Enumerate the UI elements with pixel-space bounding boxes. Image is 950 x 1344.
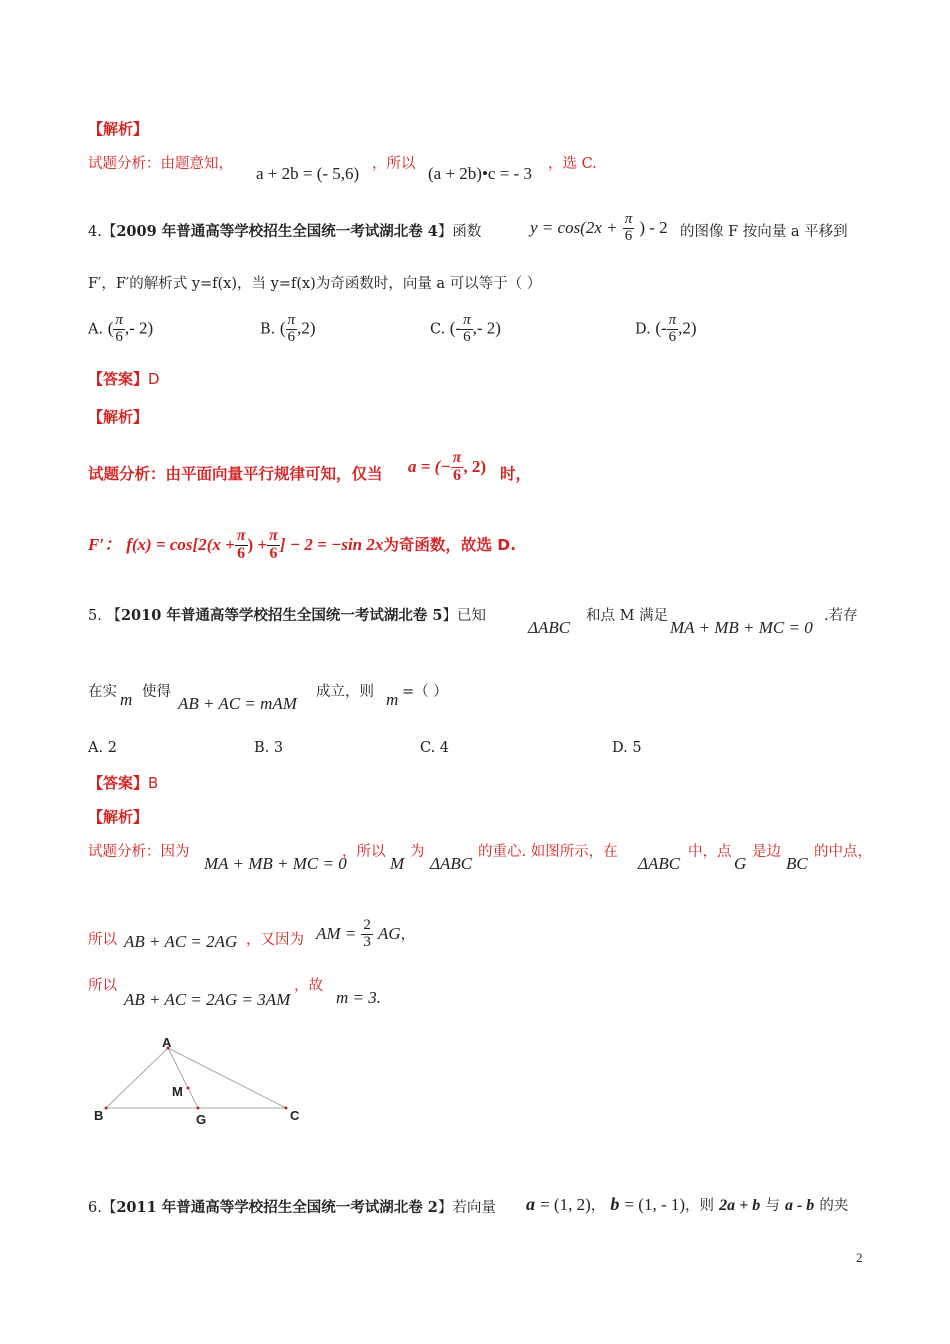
q5-shide: 使得 [142, 684, 171, 700]
q5-s2: 所以 [88, 932, 117, 948]
q5-source: 2010 年普通高等学校招生全国统一考试湖北卷 5 [120, 607, 443, 624]
q5-s1-tri: ΔABC [430, 854, 473, 873]
q6-vector-a: a [526, 1194, 535, 1214]
q4-option-a: A. ( $\frac{\pi}{6}$ ,- 2) [88, 312, 154, 345]
q4-analysis1-end: 时， [500, 465, 532, 483]
q5-line1: 5. 【2010 年普通高等学校招生全国统一考试湖北卷 5】已知 [88, 607, 486, 624]
q4-prefix: 4.【 [88, 224, 117, 240]
label-jiexi-prev: 【解析】 [88, 120, 149, 138]
q5-triangle: ΔABC [528, 618, 571, 637]
q5-label-jiexi: 【解析】 [88, 808, 149, 826]
q5-s3-b: ，故 [294, 978, 323, 994]
q4-a-vector: a = (− $\frac{\pi}{6}$ , 2) [408, 449, 487, 484]
q6-source: 2011 年普通高等学校招生全国统一考试湖北卷 2 [116, 1199, 438, 1216]
q5-and-m: 和点 M 满足 [586, 608, 669, 624]
q5-s1-h: 的中点， [814, 844, 872, 860]
q5-s1: 试题分析：因为 [88, 844, 190, 860]
q5-option-d: D. 5 [612, 740, 642, 756]
q5-s1-e: 中，点 [688, 844, 732, 860]
q4-after: 的图像 F 按向量 a 平移到 [680, 224, 848, 240]
q5-ask: =（ ） [402, 684, 448, 700]
q4-option-c: C. (- $\frac{\pi}{6}$ ,- 2) [430, 312, 501, 345]
label-c: C [290, 1108, 300, 1123]
q5-s1-b: ，所以 [342, 844, 386, 860]
q5-s2-formula: AB + AC = 2AG [124, 932, 238, 951]
q4-analysis1: 试题分析：由平面向量平行规律可知，仅当 [88, 465, 383, 483]
point-b [105, 1107, 108, 1110]
q5-s1-g: G [734, 854, 747, 873]
q6-vectors: a = (1, 2)， b = (1, - 1)，则 2a + b 与 a - b 的夹 [526, 1194, 849, 1214]
analysis-prev-mid: ，所以 [372, 156, 416, 172]
q5-s3-formula: AB + AC = 2AG = 3AM [124, 990, 291, 1009]
formula-a-plus-2b: a + 2b = (- 5,6) [256, 164, 360, 183]
q5-s1-c: 为 [410, 844, 425, 860]
q4-option-d: D. (- $\frac{\pi}{6}$ ,2) [635, 312, 697, 345]
point-m [187, 1087, 190, 1090]
median-ag [168, 1048, 198, 1108]
q5-s3-m: m = 3. [336, 988, 381, 1007]
analysis-prev-prefix: 试题分析：由题意知， [88, 156, 233, 172]
q5-m1: m [120, 690, 133, 709]
q5-answer: 【答案】B [88, 774, 159, 792]
q5-s2-am: AM = $\frac{2}{3}$ AG， [316, 917, 416, 950]
triangle-figure [88, 1032, 328, 1132]
label-a: A [162, 1035, 172, 1050]
q4-line2: F′，F′的解析式 y=f(x)，当 y=f(x)为奇函数时，向量 a 可以等于（ ） [88, 276, 542, 292]
q5-answer-value: B [148, 774, 159, 792]
q5-condition: MA + MB + MC = 0 [670, 618, 813, 637]
q5-option-b: B. 3 [254, 740, 284, 756]
q4-func-end: ) - 2 [639, 217, 668, 237]
edge-ac [168, 1048, 286, 1108]
q5-s1-bc: BC [786, 854, 808, 873]
formula-dot-c: (a + 2b)•c = - 3 [428, 164, 532, 183]
page-number: 2 [856, 1250, 863, 1265]
q4-option-b: B. ( $\frac{\pi}{6}$ ,2) [260, 312, 316, 345]
q4-source: 2009 年普通高等学校招生全国统一考试湖北卷 4 [116, 223, 438, 240]
label-b: B [94, 1108, 104, 1123]
q5-equation: AB + AC = mAM [178, 694, 297, 713]
q4-f-formula: f(x) = cos[2(x + [126, 534, 235, 554]
q5-s1-f: 是边 [752, 844, 781, 860]
q4-func-frac: $\frac{\pi}{6}$ [624, 211, 633, 244]
point-g [197, 1107, 200, 1110]
q6-line1: 6.【2011 年普通高等学校招生全国统一考试湖北卷 2】若向量 [88, 1199, 496, 1216]
q4-line1 [88, 220, 481, 241]
label-g: G [196, 1112, 207, 1127]
q4-func: y = cos(2x + [530, 217, 618, 237]
edge-ab [106, 1048, 168, 1108]
q5-s1-formula: MA + MB + MC = 0 [204, 854, 347, 873]
q5-option-a: A. 2 [88, 740, 117, 756]
q4-answer: 【答案】D [88, 370, 160, 388]
q4-function-formula [530, 212, 668, 245]
q4-fprime-line: F′： f(x) = cos[2(x + $\frac{\pi}{6}$ ) + $\frac{\pi}{6}$ ] − 2 = −sin 2x为奇函数，故选 D. [88, 527, 517, 562]
q4-answer-value: D [148, 370, 160, 388]
analysis-prev-end: ，选 C. [548, 156, 597, 172]
q5-s1-tri2: ΔABC [638, 854, 681, 873]
q5-s1-d: 的重心. 如图所示，在 [478, 844, 618, 860]
q6-expr2: a - b [784, 1197, 815, 1214]
q5-line2a: 在实 [88, 684, 117, 700]
q5-chengli: 成立，则 [316, 684, 374, 700]
q6-vector-b: b [610, 1194, 620, 1214]
q4-fprime: F′： [88, 534, 122, 554]
q6-expr1: 2a + b [719, 1197, 761, 1214]
q4-suffix: 】函数 [437, 224, 482, 240]
label-m: M [172, 1084, 183, 1099]
q5-s3: 所以 [88, 978, 117, 994]
q4-label-jiexi: 【解析】 [88, 408, 149, 426]
q5-s2-b: ，又因为 [246, 932, 304, 948]
q5-m2: m [386, 690, 399, 709]
q5-ruo: .若存 [824, 608, 858, 624]
q5-s1-m: M [390, 854, 405, 873]
q4-f-tail: 为奇函数，故选 D. [383, 535, 517, 554]
point-c [285, 1107, 288, 1110]
q5-option-c: C. 4 [420, 740, 450, 756]
